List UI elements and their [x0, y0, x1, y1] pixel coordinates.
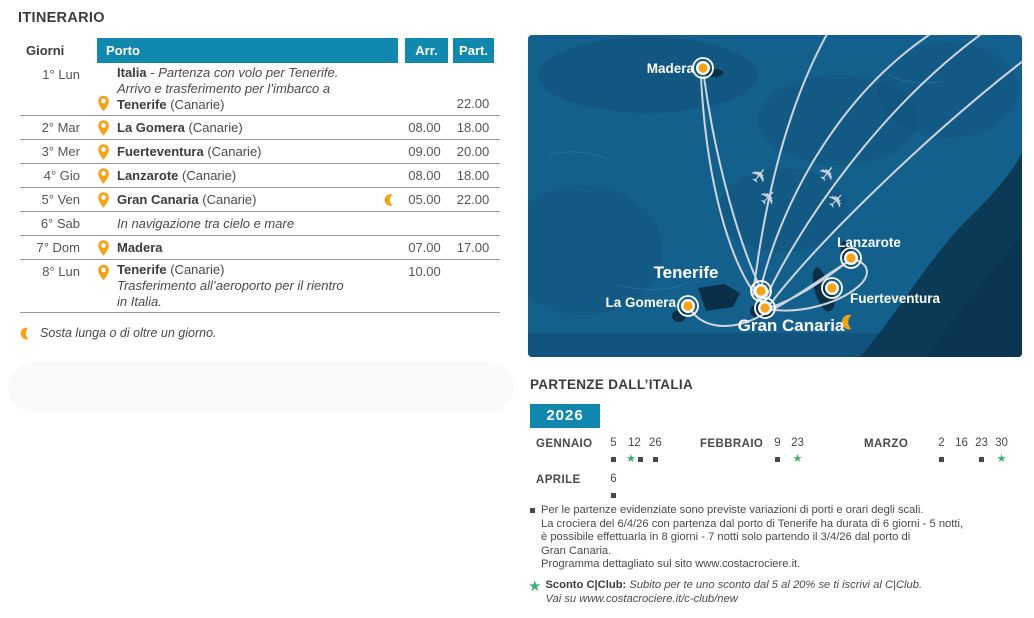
location-pin-icon [97, 191, 110, 208]
itinerary-section [18, 10, 500, 340]
map-label-fuerteventura: Fuerteventura [850, 291, 941, 306]
map-label-gran-canaria: Gran Canaria [737, 316, 845, 335]
arrival-cell: 08.00 [408, 119, 441, 135]
port-cell: Lanzarote (Canarie) [90, 168, 401, 184]
cclub-note [528, 579, 1028, 607]
date-number: 30 [995, 437, 1008, 449]
month-name: MARZO [864, 438, 909, 450]
itinerary-row [20, 63, 500, 116]
day-cell: 4° Gio [43, 167, 80, 183]
moon-icon [20, 327, 33, 340]
departure-cell: 20.00 [456, 143, 490, 159]
cclub-star-icon: ★ [626, 453, 636, 465]
cclub-star-icon: ★ [792, 453, 803, 465]
departure-cell: 18.00 [456, 167, 490, 183]
faint-placeholder-box [8, 362, 514, 412]
date-number: 5 [610, 437, 617, 449]
map-label-madera: Madera [646, 61, 694, 76]
port-marker-gran-canaria [755, 298, 775, 318]
location-pin-icon [97, 239, 110, 256]
highlight-square-icon [939, 457, 944, 462]
map-label-tenerife: Tenerife [653, 263, 719, 282]
date-number: 6 [610, 473, 617, 485]
cclub-star-icon: ★ [528, 578, 542, 595]
note-text: Per le partenze evidenziate sono previste variazioni di porti e orari degli scali. La crociera del 6/4/26 con partenza dal porto di Tenerife ha durata di 6 giorni - 5 notti, è possibile effettuarla in 8 giorni - 7 notti solo partendo il 3/4/26 dal porto di Gran Canaria. Programma dettagliato sul sito www.costacrociere.it. [541, 504, 964, 571]
departure-date [790, 437, 805, 465]
arrival-cell: 08.00 [408, 167, 441, 183]
moon-icon [384, 193, 397, 206]
port-cell: In navigazione tra cielo e mare [117, 215, 295, 231]
highlight-square-icon [638, 457, 643, 462]
day-cell: 2° Mar [41, 119, 80, 135]
departure-cell: 17.00 [456, 239, 490, 255]
svg-text:✈: ✈ [754, 183, 784, 213]
port-cell: Madera [90, 240, 401, 256]
col-header-arr: Arr. [405, 38, 448, 63]
departure-date [974, 437, 989, 465]
departure-date [770, 437, 785, 465]
itinerary-row [20, 116, 500, 140]
location-pin-icon [97, 264, 110, 281]
date-number: 9 [774, 437, 781, 449]
port-cell: Fuerteventura (Canarie) [90, 144, 401, 160]
departure-date [606, 473, 621, 501]
departure-cell: 22.00 [456, 191, 490, 207]
month-block [864, 437, 1009, 465]
map-label-la-gomera: La Gomera [605, 295, 676, 310]
arrival-cell: 07.00 [408, 239, 441, 255]
departure-cell: 22.00 [456, 96, 490, 111]
long-stay-legend [20, 326, 500, 340]
col-header-giorni: Giorni [26, 43, 65, 58]
location-pin-icon [97, 143, 110, 160]
port-marker-la-gomera [678, 296, 698, 316]
departure-date [934, 437, 949, 465]
highlight-square-icon [530, 508, 535, 513]
port-cell: La Gomera (Canarie) [90, 120, 401, 136]
day-cell: 3° Mer [41, 143, 80, 159]
itinerary-row [20, 212, 500, 236]
itinerary-row [20, 236, 500, 260]
highlight-square-icon [979, 457, 984, 462]
itinerary-title: ITINERARIO [18, 10, 105, 26]
day-cell: 5° Ven [41, 191, 80, 207]
date-number: 26 [648, 437, 662, 449]
departure-date [954, 437, 969, 465]
day-cell: 6° Sab [40, 215, 80, 231]
highlight-square-icon [775, 457, 780, 462]
departure-date [626, 437, 643, 465]
month-block [536, 473, 621, 501]
location-pin-icon [97, 167, 110, 184]
itinerary-row [20, 164, 500, 188]
svg-text:✈: ✈ [745, 161, 775, 191]
highlight-square-icon [611, 457, 616, 462]
col-header-porto: Porto [97, 38, 398, 63]
port-cell: Italia - Partenza con volo per Tenerife. Arrivo e trasferimento per l’imbarco a Tenerife (Canarie) [90, 65, 401, 113]
highlight-square-icon [611, 493, 616, 498]
itinerary-row [20, 260, 500, 313]
day-cell: 8° Lun [42, 264, 80, 279]
port-cell: Gran Canaria (Canarie) [90, 192, 401, 208]
date-number: 2 [938, 437, 945, 449]
port-marker-fuerteventura [822, 278, 842, 298]
day-cell: 1° Lun [42, 67, 80, 82]
date-number: 12 [628, 437, 641, 449]
month-name: GENNAIO [536, 438, 593, 450]
date-number: 23 [791, 437, 804, 449]
departure-date [648, 437, 663, 465]
table-header [20, 38, 500, 63]
itinerary-row [20, 188, 500, 212]
cclub-url: Vai su www.costacrociere.it/c-club/new [545, 592, 738, 605]
route-map [528, 35, 1022, 357]
arrival-cell: 05.00 [408, 191, 441, 207]
cclub-star-icon: ★ [996, 453, 1007, 465]
port-cell: Tenerife (Canarie) Trasferimento all’aeroporto per il rientro in Italia. [90, 262, 401, 310]
arrival-cell: 09.00 [408, 143, 441, 159]
arrival-cell: 10.00 [408, 264, 441, 279]
location-pin-icon [97, 95, 110, 112]
col-header-part: Part. [453, 38, 494, 63]
month-name: APRILE [536, 474, 581, 486]
departures-note [530, 504, 1030, 572]
svg-text:✈: ✈ [813, 159, 843, 189]
map-label-lanzarote: Lanzarote [837, 235, 901, 250]
port-marker-lanzarote [841, 248, 861, 268]
highlight-square-icon [653, 457, 658, 462]
port-marker-madera [693, 58, 713, 78]
month-name: FEBBRAIO [700, 438, 764, 450]
cclub-label: Sconto C|Club: [545, 579, 627, 591]
year-badge: 2026 [530, 404, 600, 428]
month-block [700, 437, 805, 465]
departure-date [606, 437, 621, 465]
departure-date [994, 437, 1009, 465]
date-number: 16 [955, 437, 968, 449]
itinerary-rows [20, 63, 500, 313]
svg-text:✈: ✈ [822, 186, 852, 216]
day-cell: 7° Dom [36, 239, 80, 255]
itinerary-row [20, 140, 500, 164]
date-number: 23 [975, 437, 988, 449]
departure-cell [448, 262, 498, 264]
location-pin-icon [97, 119, 110, 136]
departure-cell: 18.00 [456, 119, 490, 135]
month-block [536, 437, 663, 465]
legend-text: Sosta lunga o di oltre un giorno. [40, 326, 217, 340]
cclub-text: Subito per te uno sconto dal 5 al 20% se ti iscrivi al C|Club. [629, 579, 923, 591]
departures-title: PARTENZE DALL’ITALIA [530, 377, 693, 392]
